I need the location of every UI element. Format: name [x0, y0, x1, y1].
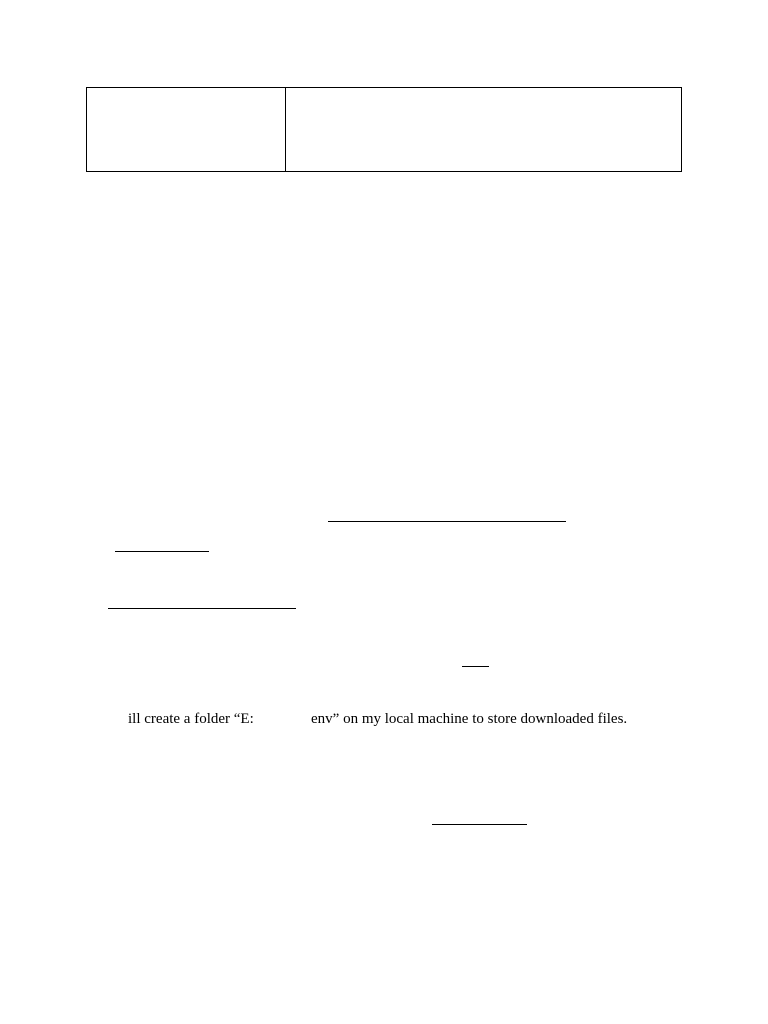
- underline-rule: [115, 551, 209, 552]
- header-table-right-cell: [286, 88, 681, 171]
- underline-rule: [328, 521, 566, 522]
- underline-rule: [432, 824, 527, 825]
- header-table: [86, 87, 682, 172]
- body-text-fragment: ill create a folder “E:: [128, 711, 254, 727]
- header-table-left-cell: [87, 88, 286, 171]
- underline-rule: [108, 608, 296, 609]
- body-text-fragment: env” on my local machine to store downloaded files.: [311, 711, 628, 727]
- underline-rule: [462, 666, 489, 667]
